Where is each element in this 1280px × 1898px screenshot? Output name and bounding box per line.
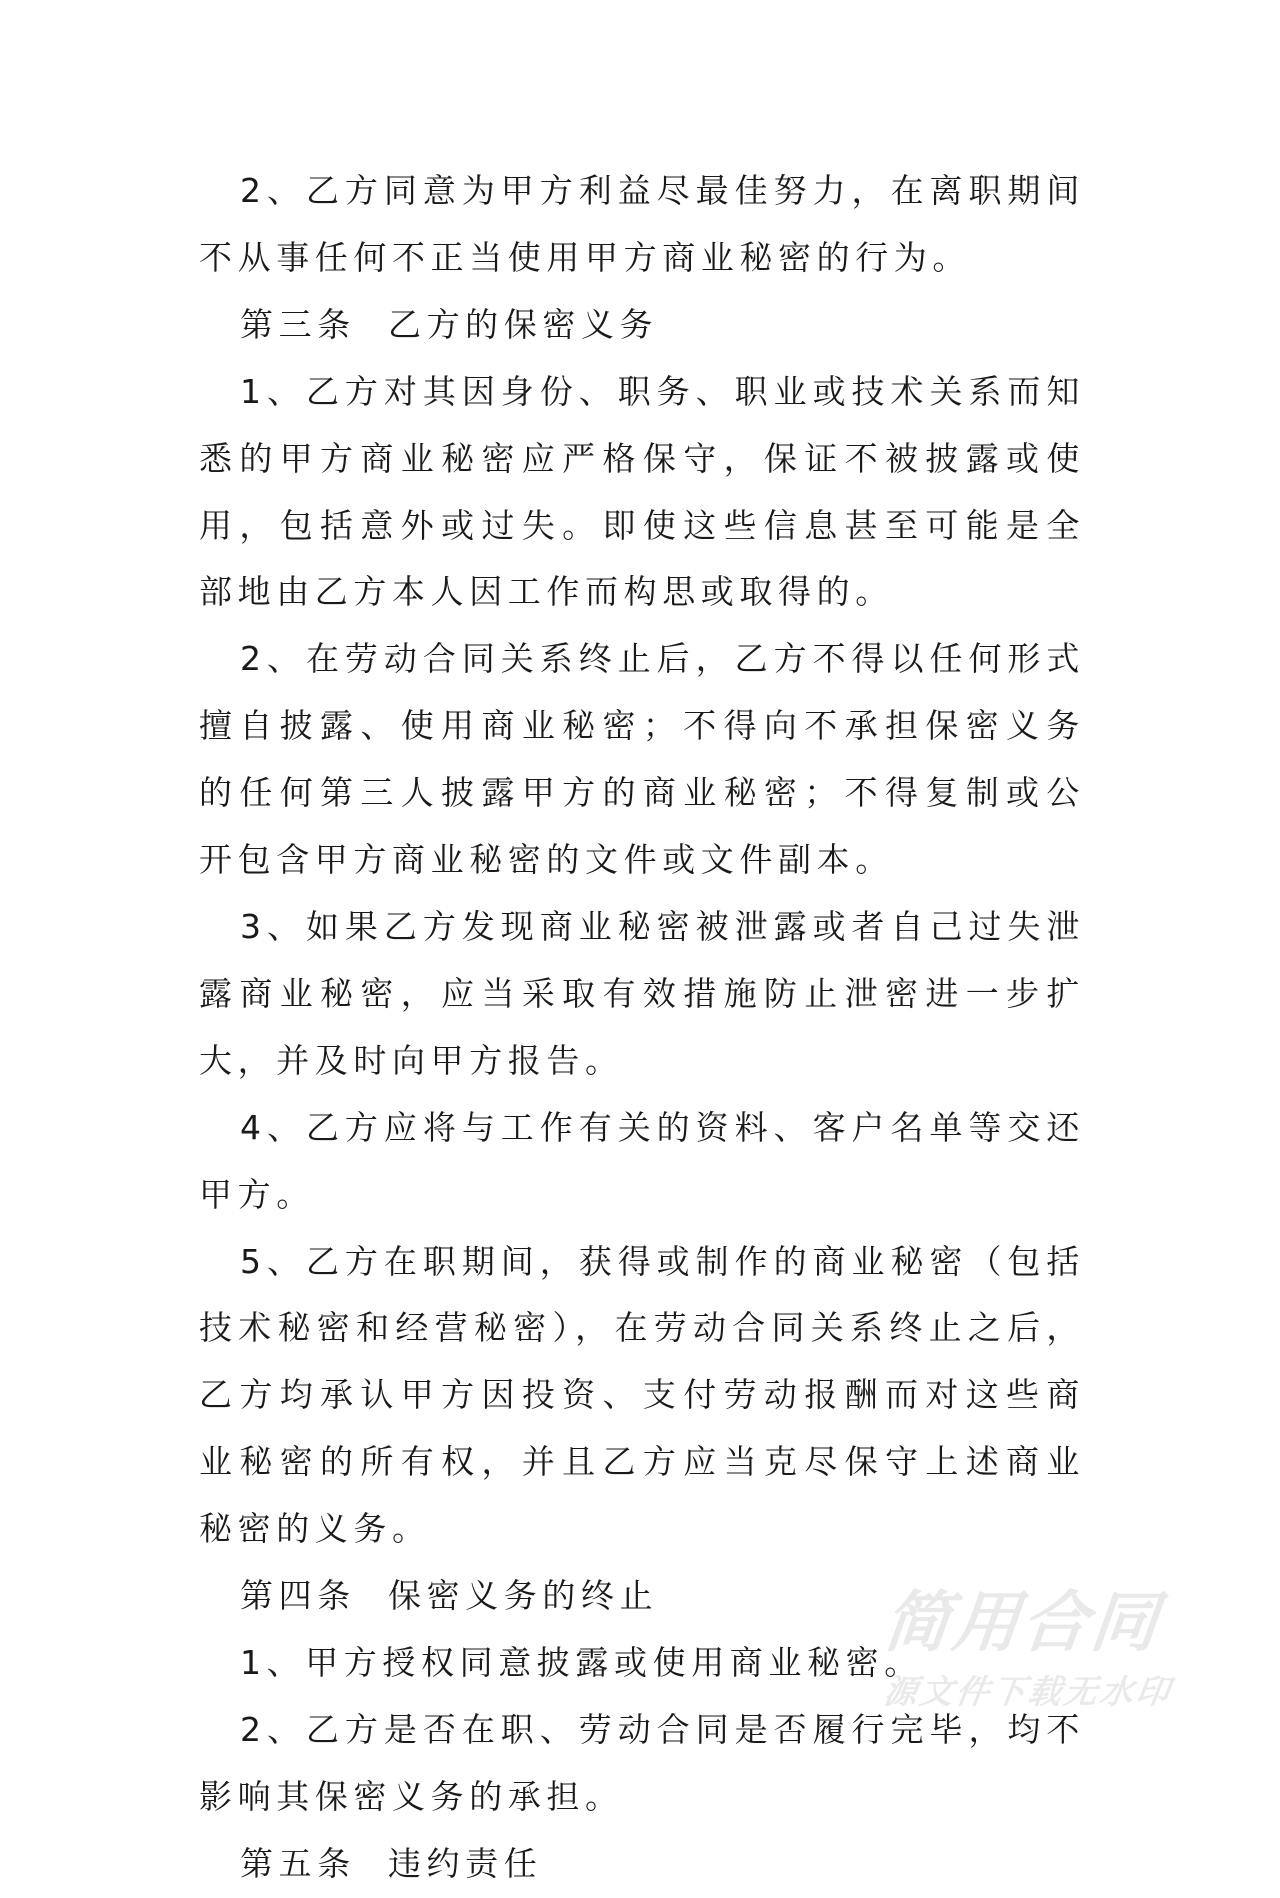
article-3-heading: 第三条 乙方的保密义务 — [240, 304, 659, 344]
article-3-item-4: 4、乙方应将与工作有关的资料、客户名单等交还甲方。 — [199, 1107, 1085, 1214]
article-3-item-1: 1、乙方对其因身份、职务、职业或技术关系而知悉的甲方商业秘密应严格保守，保证不被披露或使用，包括意外或过失。即使这些信息甚至可能是全部地由乙方本人因工作而构思或取得的。 — [199, 371, 1085, 612]
watermark — [880, 1584, 1184, 1711]
clause-2-paragraph-2: 2、乙方同意为甲方利益尽最佳努力，在离职期间不从事任何不正当使用甲方商业秘密的行为。 — [199, 171, 1085, 277]
watermark-title: 简用合同 — [880, 1584, 1165, 1661]
watermark-subtitle: 源文件下载无水印 — [881, 1672, 1175, 1711]
article-4-item-2: 2、乙方是否在职、劳动合同是否履行完毕，均不影响其保密义务的承担。 — [199, 1709, 1085, 1816]
article-3-item-5: 5、乙方在职期间，获得或制作的商业秘密（包括技术秘密和经营秘密），在劳动合同关系终止之后，乙方均承认甲方因投资、支付劳动报酬而对这些商业秘密的所有权，并且乙方应当克尽保守上述商业秘密的义务。 — [199, 1241, 1085, 1549]
article-5-heading: 第五条 违约责任 — [240, 1843, 543, 1883]
article-3-item-2: 2、在劳动合同关系终止后，乙方不得以任何形式擅自披露、使用商业秘密；不得向不承担保密义务的任何第三人披露甲方的商业秘密；不得复制或公开包含甲方商业秘密的文件或文件副本。 — [199, 639, 1085, 880]
article-3-item-3: 3、如果乙方发现商业秘密被泄露或者自己过失泄露商业秘密，应当采取有效措施防止泄密进一步扩大，并及时向甲方报告。 — [199, 906, 1085, 1080]
article-4-item-1: 1、甲方授权同意披露或使用商业秘密。 — [240, 1642, 923, 1682]
article-4-heading: 第四条 保密义务的终止 — [240, 1576, 659, 1616]
